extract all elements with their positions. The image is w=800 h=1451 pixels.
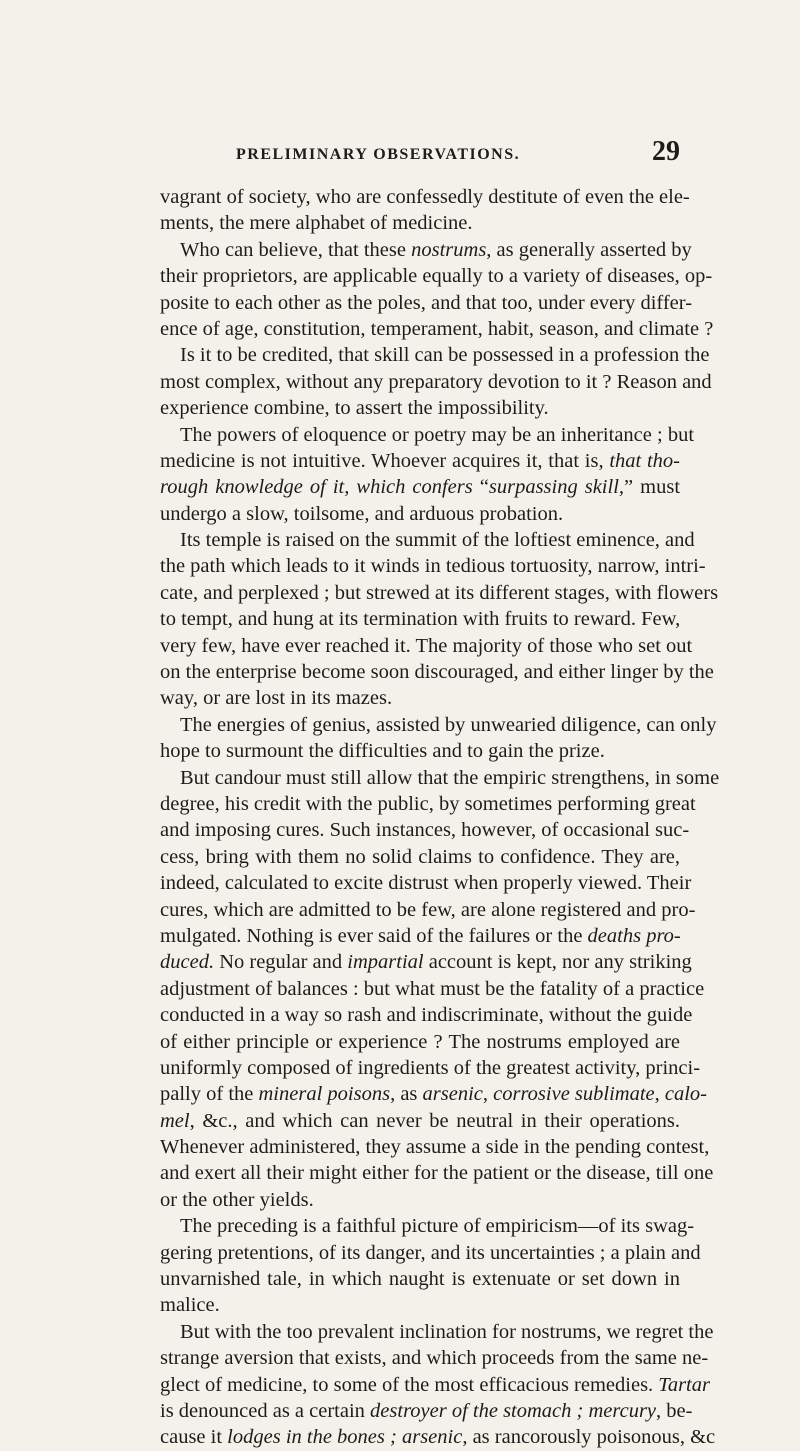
text-line: way, or are lost in its mazes.: [160, 687, 393, 710]
running-header: [160, 136, 680, 170]
text-line: The energies of genius, assisted by unwearied diligence, can only: [180, 713, 717, 736]
text-line: adjustment of balances : but what must be the fatality of a practice: [160, 977, 705, 1000]
text-line: cess, bring with them no solid claims to confidence. They are,: [160, 845, 680, 868]
text-line: most complex, without any preparatory devotion to it ? Reason and: [160, 370, 712, 393]
text-line: malice.: [160, 1294, 220, 1317]
text-line: cate, and perplexed ; but strewed at its different stages, with flowers: [160, 581, 719, 604]
text-line: But with the too prevalent inclination for nostrums, we regret the: [180, 1320, 714, 1343]
page-number: 29: [652, 136, 680, 167]
text-line: rough knowledge of it, which confers “surpassing skill,” must: [160, 476, 681, 499]
text-line: is denounced as a certain destroyer of the stomach ; mercury, be-: [160, 1399, 693, 1422]
running-title: PRELIMINARY OBSERVATIONS.: [236, 146, 521, 163]
text-line: duced. No regular and impartial account is kept, nor any striking: [160, 951, 692, 974]
text-line: mulgated. Nothing is ever said of the failures or the deaths pro-: [160, 924, 681, 947]
text-line: ence of age, constitution, temperament, habit, season, and climate ?: [160, 317, 714, 340]
text-line: to tempt, and hung at its termination with fruits to reward. Few,: [160, 608, 681, 631]
text-line: very few, have ever reached it. The majority of those who set out: [160, 634, 693, 657]
text-line: or the other yields.: [160, 1188, 314, 1211]
text-line: of either principle or experience ? The nostrums employed are: [160, 1030, 680, 1053]
text-line: hope to surmount the difficulties and to gain the prize.: [160, 740, 605, 763]
text-line: But candour must still allow that the empiric strengthens, in some: [180, 766, 720, 789]
text-line: ments, the mere alphabet of medicine.: [160, 212, 473, 235]
text-line: indeed, calculated to excite distrust when properly viewed. Their: [160, 872, 692, 895]
text-line: cause it lodges in the bones ; arsenic, as rancorously poisonous, &c: [160, 1426, 716, 1449]
text-line: undergo a slow, toilsome, and arduous probation.: [160, 502, 564, 525]
text-line: pally of the mineral poisons, as arsenic, corrosive sublimate, calo-: [160, 1083, 708, 1106]
body-text: [160, 184, 720, 1451]
text-line: The powers of eloquence or poetry may be an inheritance ; but: [180, 423, 695, 446]
text-line: experience combine, to assert the impossibility.: [160, 397, 549, 420]
text-line: Its temple is raised on the summit of the loftiest eminence, and: [180, 529, 695, 552]
text-line: and exert all their might either for the patient or the disease, till one: [160, 1162, 714, 1185]
text-line: vagrant of society, who are confessedly destitute of even the ele-: [160, 186, 690, 208]
text-line: conducted in a way so rash and indiscriminate, without the guide: [160, 1004, 693, 1027]
text-line: the path which leads to it winds in tedious tortuosity, narrow, intri-: [160, 555, 706, 578]
text-line: their proprietors, are applicable equally to a variety of diseases, op-: [160, 265, 713, 288]
text-line: degree, his credit with the public, by sometimes performing great: [160, 792, 696, 815]
text-line: unvarnished tale, in which naught is extenuate or set down in: [160, 1268, 680, 1291]
text-line: gering pretentions, of its danger, and its uncertainties ; a plain and: [160, 1241, 701, 1264]
text-line: Who can believe, that these nostrums, as generally asserted by: [180, 238, 692, 261]
text-line: strange aversion that exists, and which proceeds from the same ne-: [160, 1347, 709, 1370]
text-line: on the enterprise become soon discouraged, and either linger by the: [160, 661, 714, 684]
text-line: posite to each other as the poles, and that too, under every differ-: [160, 291, 693, 314]
text-line: medicine is not intuitive. Whoever acquires it, that is, that tho-: [160, 449, 680, 472]
text-line: Is it to be credited, that skill can be possessed in a profession the: [180, 344, 710, 367]
text-line: mel, &c., and which can never be neutral in their operations.: [160, 1109, 680, 1132]
text-line: The preceding is a faithful picture of empiricism—of its swag-: [180, 1215, 695, 1238]
text-line: glect of medicine, to some of the most efficacious remedies. Tartar: [160, 1373, 710, 1396]
text-line: uniformly composed of ingredients of the greatest activity, princi-: [160, 1056, 701, 1079]
text-line: Whenever administered, they assume a side in the pending contest,: [160, 1136, 710, 1159]
text-line: cures, which are admitted to be few, are alone registered and pro-: [160, 898, 696, 921]
text-line: and imposing cures. Such instances, however, of occasional suc-: [160, 819, 690, 842]
